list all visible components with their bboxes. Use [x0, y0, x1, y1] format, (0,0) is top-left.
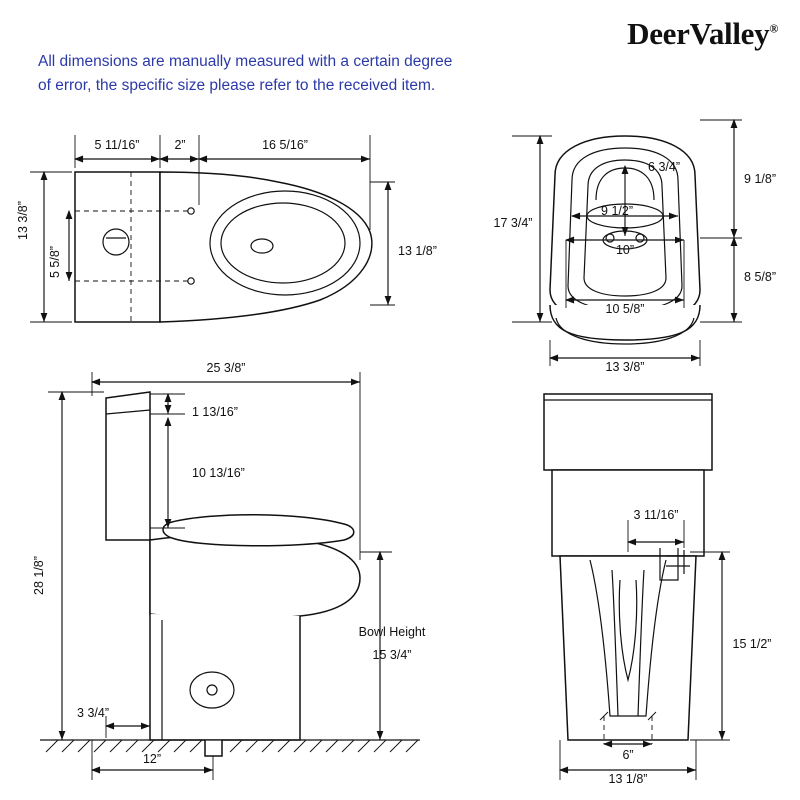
dim-label-bl-12: 12” [142, 752, 162, 766]
dim-label-tl-5-11-16: 5 11/16” [94, 138, 140, 152]
dim-label-tl-2: 2” [174, 138, 186, 152]
brand-name: DeerValley [627, 16, 770, 51]
dim-label-bl-25-3-8: 25 3/8” [206, 361, 246, 375]
dim-label-bl-bowl-height: Bowl Height [358, 625, 426, 639]
dim-label-bl-28-1-8: 28 1/8” [32, 556, 46, 595]
dim-label-tr-17-3-4: 17 3/4” [493, 216, 533, 230]
dim-label-tr-9-1-8: 9 1/8” [744, 172, 776, 186]
dim-label-bl-10-13-16: 10 13/16” [192, 466, 245, 480]
disclaimer-line-2: of error, the specific size please refer to the received item. [38, 77, 436, 95]
dim-label-bl-15-3-4: 15 3/4” [372, 648, 412, 662]
dim-label-br-6: 6” [622, 748, 634, 762]
dim-label-tl-16-5-16: 16 5/16” [262, 138, 308, 152]
dim-label-bl-1-13-16: 1 13/16” [192, 405, 238, 419]
side-view-geometry [40, 392, 420, 756]
dim-label-tr-8-5-8: 8 5/8” [744, 270, 776, 284]
dim-label-br-15-1-2: 15 1/2” [732, 637, 772, 651]
dim-label-tr-6-3-4: 6 3/4” [648, 160, 680, 174]
disclaimer-line-1: All dimensions are manually measured with a certain degree [38, 53, 453, 70]
dim-label-tr-10-5-8: 10 5/8” [605, 302, 645, 316]
dim-label-tl-13-1-8: 13 1/8” [398, 244, 437, 258]
dim-label-tr-9-1-2: 9 1/2” [601, 204, 633, 218]
dim-label-tr-13-3-8: 13 3/8” [605, 360, 645, 374]
dim-label-tl-13-3-8: 13 3/8” [16, 201, 30, 240]
dim-label-br-3-11-16: 3 11/16” [633, 508, 679, 522]
trademark-symbol: ® [769, 21, 778, 36]
dim-label-tr-10: 10” [615, 243, 635, 257]
front-view-geometry [544, 394, 712, 744]
dim-label-tl-5-5-8: 5 5/8” [48, 246, 62, 278]
top-view-geometry [75, 172, 372, 322]
dim-label-br-13-1-8: 13 1/8” [608, 772, 648, 786]
dim-label-bl-3-3-4: 3 3/4” [77, 706, 109, 720]
